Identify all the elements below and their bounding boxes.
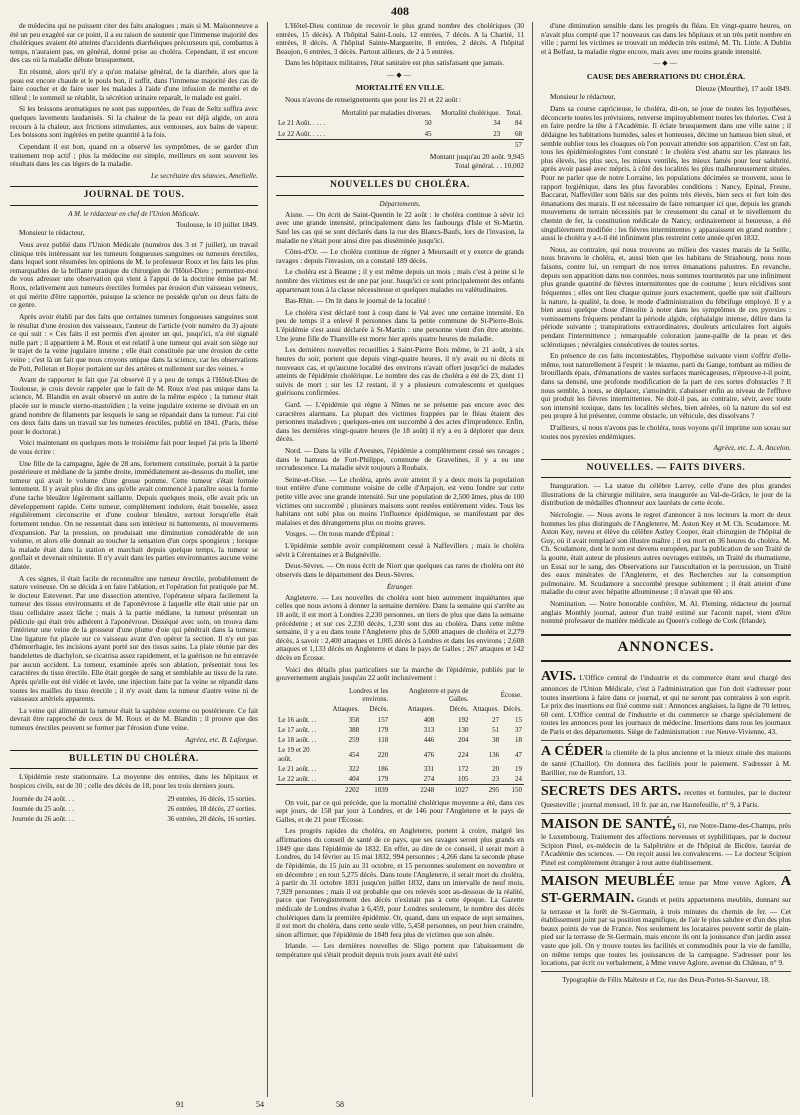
printer-footer: Typographie de Félix Malteste et Ce, rue des Deux-Portes-St-Sauveur, 18.: [562, 975, 770, 984]
paragraph: Côtes-d'Or. — Le choléra continue de régner à Meursault et y exerce de grands ravages : depuis l'invasion, on a constaté 189 décès.: [276, 247, 524, 265]
paragraph: La veine qui alimentait la tumeur était la saphène externe ou postérieure. Ce fait devrait être rapproché de ceux de M. Roux et de M. Blandin ; il prouve que des tumeurs érectiles peuvent se former par l'érosion d'une veine.: [10, 705, 258, 732]
salutation: A M. le rédacteur en chef de l'Union Médicale.: [68, 209, 200, 218]
paragraph: d'une diminution sensible dans les progrès du fléau. En vingt-quatre heures, on n'avait plus compté que 17 nouveaux cas dans les hôpitaux et un très petit nombre en ville ; parmi les victimes se trouvait un médecin très estimé, M. Th. Little. A Dublin et à Belfast, la maladie règne encore, mais avec une moins grande intensité.: [541, 22, 791, 56]
advertisements-heading: ANNONCES.: [541, 634, 791, 662]
column-3: [541, 22, 791, 1110]
paragraph: Les progrès rapides du choléra, en Angleterre, portent à croire, malgré les affirmations du conseil de santé de ce pays, que ses ravages seront plus grands en 1849 que dans l'épidémie de 1832. En effet, au dire de ce conseil, il serait mort à Londres, du 14 février au 15 mai 1832, 994 personnes ; 4,266 dans la seconde phase de l'épidémie, du 15 juin au 31 octobre, et 15 personnes seulement en novembre et en décembre ; en tout 5,275 décès. Dans toute l'Angleterre, il serait mort du choléra, à partir du 31 octobre 1831 jusqu'en juillet 1832, dans un intervalle de neuf mois, 7,929 personnes ; mais il est probable que ces relevés sont au-dessous de la réalité, parce que l'enregistrement des décès n'existait pas à cette époque. La Gazette médicale de Londres évalue à 6,459, pour Londres seulement, le nombre des décès cholériques dans la première épidémie. Or, quand, dans un espace de sept semaines, il est mort du choléra, dans cette seule ville, 5,458 personnes, on peut bien craindre, sinon affirmer, que l'épidémie de 1849 fera plus de victimes que son aînée.: [276, 826, 524, 939]
paragraph: Si les boissons aromatiques ne sont pas supportées, de l'eau de Seltz suffira avec quelques lavements laudanisés. Si la chaleur de la peau est déjà algide, on aura recours à la chaleur, aux frictions stimulantes, aux ventouses, aux bains de vapeur. Les boissons sont ingérées en petite quantité à la fois.: [10, 104, 258, 140]
section-heading: CAUSE DES ABERRATIONS DU CHOLÉRA.: [586, 71, 746, 81]
page-number: 408: [391, 4, 409, 18]
table-row: Le 17 août. . . 388 179 313 130 51 37: [278, 725, 522, 734]
paragraph: Une fille de la campagne, âgée de 28 ans, fortement constituée, portait à la partie postérieure et médiane de la jambe droite, immédiatement au-dessous du mollet, une tumeur qui avait le volume d'une grosse pomme. Cette tumeur s'était formée lentement. Il y avait plus de dix ans qu'elle avait commencé à paraître sous la forme d'une tache bleuâtre légèrement saillante. Depuis quelques mois, elle avait pris un développement rapide. Cette tumeur, complètement indolore, était bosselée, assez régulièrement circonscrite et d'une couleur bleuâtre, surtout lorsqu'elle était fortement tendue. On ne ressentait dans son intérieur ni battements, ni mouvements d'expansion. Par la pression, on produisait une diminution considérable de son volume, et alors elle donnait au toucher la sensation d'un corps spongieux ; lorsque la malade était dans la station et marchait depuis quelque temps, la tumeur se gonflait et devenait rénitente. Il n'y avait dans les parties environnantes aucune veine dilatée.: [10, 458, 258, 571]
paragraph: Bas-Rhin. — On lit dans le journal de la localité :: [285, 296, 430, 306]
ad-title: AVIS.: [541, 668, 577, 684]
paragraph: Irlande. — Les dernières nouvelles de Sligo portent que l'abaissement de température qui s'était produit depuis trois jours avait été suivi: [276, 941, 524, 959]
ad-text: L'Office central de l'industrie et du commerce étant seul chargé des annonces de l'Union Médicale, c'est à l'administration que l'on doit s'adresser pour toutes insertions à faire dans ce journal, et qui ne seront pas contraires à son esprit. Le prix des insertions est fixé comme suit : Annonces anglaises, la ligne de 70 lettres, 60 cent. L'Office central de l'industrie et du commerce se charge spécialement de toutes les annonces pour les journaux de médecine. Insertions dans tous les journaux de Paris et des départements. Siège de l'administration : rue Neuve-Vivienne, 43.: [541, 672, 791, 737]
table-row: Le 22 août. . . 404 179 274 105 23 24: [278, 775, 522, 784]
paragraph: On voit, par ce qui précède, que la mortalité cholérique moyenne a été, dans ces sept jours, de 158 par jour à Londres, et de 146 pour l'Angleterre et le pays de Galles, et de 21 pour l'Écosse.: [276, 797, 524, 824]
paragraph: de médecins qui ne puissent citer des faits analogues ; mais si M. Maisonneuve a été un peu exagéré sur ce point, il a eu raison de soutenir que l'immense majorité des cholériques avaient été atteints d'accidents diarrhéiques précurseurs qui, combattus à temps, n'auraient pas, en général, donné prise au choléra. Cependant, il est encore des cas où la maladie débute brusquement.: [10, 22, 258, 65]
paragraph: L'épidémie reste stationnaire. La moyenne des entrées, dans les hôpitaux et hospices civils, est de 30 ; celle des décès de 18, pour les trois derniers jours.: [10, 772, 258, 790]
column-2: [276, 22, 524, 1110]
paragraph: Vous avez publié dans l'Union Médicale (numéros des 3 et 7 juillet), un travail clinique très intéressant sur les tumeurs fongueuses sanguines ou tumeurs érectiles, dans lequel sont résumées les opinions de M. le professeur Roux et les faits les plus remarquables de la brillante pratique du chirurgien de l'Hôtel-Dieu ; permettez-moi de vous adresser une observation qui vient à l'appui de la doctrine émise par M. Roux, relativement aux tumeurs érectiles formées par érosion d'un vaisseau veineux, et qui mérite d'être rapportée, puisque la science ne possède qu'un ou deux faits de ce genre.: [10, 240, 258, 310]
column-divider: [267, 22, 268, 1097]
ad-subtitle: tenue par Mme veuve Aglore,: [679, 878, 777, 888]
ad-text: recettes et formules, par le docteur Quesneville ; journal mensuel, 10 fr. par an, rue Hautefeuille, n° 9, à Paris.: [541, 788, 791, 809]
subheading: Départements.: [379, 199, 421, 208]
paragraph: Nous n'avons de renseignements que pour les 21 et 22 août :: [285, 95, 462, 105]
paragraph: Inauguration. — La statue du célèbre Larrey, celle d'une des plus grandes illustrations de la chirurgie militaire, sera inaugurée au Val-de-Grâce, le jour de la distribution de médailles d'honneur aux lauréats de cette école.: [541, 481, 791, 508]
column-divider: [532, 22, 533, 1097]
subheading: Étranger.: [386, 582, 414, 591]
paragraph: Les dernières nouvelles recueillies à Saint-Pierre Bois même, le 21 août, à six heures du soir, portent que depuis vingt-quatre heures, il n'y avait eu ni décès ni nouveaux cas, et qu'aucune localité des environs n'avait offert jusqu'ici de malades atteints de l'épidémie cholérique. Le nombre des cas de choléra a été de 23, dont 11 suivis de mort ; sur les 12 restant, il y a plusieurs convalescents et quelques guérisons confirmées.: [276, 345, 524, 398]
advertisement: [541, 814, 791, 872]
ornament-divider: —◆—: [387, 71, 413, 80]
ad-text: 61, rue Notre-Dame-des-Champs, près le Luxembourg. Traitement des affections nerveuses et syphilitiques, par le docteur Scipion Pinel, ex-médecin de la Salpêtrière et de l'hôpital de Bicêtre, lauréat de l'Académie des sciences. — On reçoit aussi les convalescens. — Le docteur Scipion Pinel est complètement étranger à tout autre établissement.: [541, 820, 791, 867]
paragraph: Angleterre. — Les nouvelles du choléra sont bien autrement inquiétantes que celles que nous avions à donner la semaine dernière. Dans la semaine qui s'arrête au 18 août, il est mort à Londres 2,230 personnes, un tiers de plus que dans la semaine précédente ; et sur ces 2,230 décès, 1,230 sont dus au choléra. Dans cette même semaine, il y a eu dans toute l'Angleterre plus de 5,000 attaques de choléra et 2,279 décès, à savoir : 2,400 attaques et 1,005 décès à Londres et dans les environs ; 2,608 attaques et 1,133 décès en Angleterre et dans le pays de Galles ; 267 attaques et 142 décès en Écosse.: [276, 592, 524, 663]
paragraph: Cependant il est bon, quand on a observé les symptômes, de se garder d'un traitement trop actif ; plus la médecine est simple, meilleurs en sont souvent les résultats dans les cas légers de la maladie.: [10, 141, 258, 169]
paragraph: Nous, au contraire, qui nous trouvons au milieu des vastes marais de la Seille, nous bravons le choléra, et, aussi bien que les habitans de Strasbourg, nous nous faisons, contre lui, un rempart de nos terres émanations palustres. En revanche, depuis son apparition dans nos contrées, nous sommes tourmentés par une infiniment plus grande quantité de fièvres intermittentes que de coutume ; leurs récidives sont fréquentes ; elles ont lieu chaque quinze jours exactement, quelle que soit d'ailleurs la nature, la qualité, la dose, le mode d'administration du fébrifuge employé. Il y a bien aussi quelque chose d'insolite à noter dans les symptômes de ces pyrexies : vomissemens fréquens pendant la période algide, céphalalgie intense, délire dans la période suivante ; transpirations extraordinaires, douleurs articulaires fort aiguës pendant l'intermittence ; remarquable coloration jaune-paille de la peau et des sclérotiques ; névralgies consécutives de toutes sortes.: [541, 244, 791, 349]
table-group-header: Londres et les environs. Angleterre et pays de Galles. Écosse.: [349, 686, 522, 704]
table-row: Le 21 Août. . . . . 50 34 84: [278, 119, 522, 128]
table-row: Le 21 août. . . 322 186 331 172 20 19: [278, 764, 522, 773]
ad-text: la clientèle de la plus ancienne et la mieux située des maisons de santé (Chaillot). On donnera des facilités pour le paiement. S'adresser à M. Barillier, rue de Rumfort, 13.: [541, 747, 791, 777]
signature: Agréez, etc. L. A. Ancelon.: [713, 443, 791, 453]
paragraph: Nord. — Dans la ville d'Avesnes, l'épidémie a complètement cessé ses ravages ; dans le hameau de Fort-Philippe, commune de Gravelines, il y a eu une recrudescence. La maladie sévit toujours à Roubaix.: [276, 446, 524, 473]
advertisement: [541, 871, 791, 971]
ad-title: A CÉDER: [541, 743, 604, 759]
mortality-table: [276, 108, 524, 150]
paragraph: L'épidémie semble avoir complètement cessé à Naffevillers ; mais le choléra sévit à Cérentaines et à Bulgnéville.: [276, 541, 524, 559]
greeting: Monsieur le rédacteur,: [19, 228, 85, 238]
dateline: Dieuze (Meurthe), 17 août 1849.: [695, 83, 791, 93]
table-row: Journée du 25 août. . . 26 entrées, 18 décès, 27 sorties.: [12, 804, 256, 813]
paragraph: L'Hôtel-Dieu continue de recevoir le plus grand nombre des cholériques (30 entrées, 15 décès). A l'hôpital Saint-Louis, 12 entrées, 7 décès. A la Charité, 11 entrées, 8 décès. A l'hôpital Sainte-Marguerite, 8 entrées, 2 décès. A l'hôpital Beaujon, 6 entrées, 3 décès. Partout ailleurs, de 2 à 5 entrées.: [276, 22, 524, 56]
column-1: [10, 22, 258, 1110]
section-heading: JOURNAL DE TOUS.: [10, 186, 258, 205]
ad-title: MAISON DE SANTÉ,: [541, 816, 676, 832]
advertisement: [541, 781, 791, 813]
paragraph: Deux-Sèvres. — On nous écrit de Niort que quelques cas rares de choléra ont été observés dans le département des Deux-Sèvres.: [276, 561, 524, 579]
paragraph: Gard. — L'épidémie qui règne à Nîmes ne se présente pas encore avec des caractères alarmans. La plupart des victimes frappées par le fléau étaient des personnes maladives ; quelques-unes ont succombé à des actes d'imprudence. Enfin, dans les dernières vingt-quatre heures (le 18 août) il n'y a eu à déplorer que deux décès.: [276, 399, 524, 444]
grand-total: Total général. . . 10,002: [454, 160, 524, 170]
paragraph: Aisne. — On écrit de Saint-Quentin le 22 août : le choléra continue à sévir ici avec une grande intensité, principalement dans les faubourgs d'Isle et St-Martin. Sauf les cas qui se sont déclarés dans la rue des Blancs-Baufs, lors de l'invasion, la maladie ne s'était pour ainsi dire pas disséminée jusqu'ici.: [276, 209, 524, 245]
paragraph: Le choléra s'est déclaré tout à coup dans le Val avec une certaine intensité. En peu de temps il a enlevé 8 personnes dans la petite commune de St-Pierre-Bois. L'épidémie s'est aussi déclarée à St-Martin : une personne vient d'en être atteinte. Une jeune fille de Thanville est morte hier après quatre heures de maladie.: [276, 307, 524, 343]
table-row: Le 16 août. . . 358 157 408 192 27 15: [278, 715, 522, 724]
ad-text: Grands et petits appartemens meublés, donnant sur la terrasse et la forêt de St-Germain, à trois minutes du chemin de fer. — Cet établissement joint par sa position magnifique, de l'air le plus salubre et d'un des plus beaux points de vue de France. Nos seulement les locataires peuvent sortir de plain-pied sur la terrasse de St-Germain, mais encore ils ont la jouissance d'un jardin assez vaste que joli. On y trouve toutes les facilités et commodités pour la vie de famille, on même temps que toutes les jouissances de la campagne. S'adresser pour les locations, par écrit ou verbalement, à Mme veuve Aglore, avenue du Château, n° 9.: [541, 895, 791, 968]
section-heading: NOUVELLES. — FAITS DIVERS.: [541, 459, 791, 478]
signature: Le secrétaire des séances, Amelielle.: [151, 170, 258, 180]
section-heading: MORTALITÉ EN VILLE.: [355, 83, 445, 93]
advertisement: [541, 666, 791, 741]
table-row: Le 18 août. . . 259 118 446 204 38 18: [278, 736, 522, 745]
bulletin-table: [10, 794, 258, 825]
table-totals-row: 2202 1039 2248 1027 295 150: [276, 785, 524, 796]
ad-title: SECRETS DES ARTS.: [541, 784, 682, 800]
paragraph: Vosges. — On nous mande d'Épinal :: [285, 529, 394, 539]
paragraph: Avant de rapporter le fait que j'ai observé il y a peu de temps à l'Hôtel-Dieu de Toulouse, je crois devoir rappeler que le fait de M. Roux n'est pas unique dans la science, M. Blandin en avait observé un autre de la même espèce ; la tumeur était placée sur le muscle sterno-mastoïdien ; la veine jugulaire externe se divisait en un grand nombre de filaments par lesquels le sang se répandait dans la tumeur. J'ai cité ces deux faits dans un travail sur les tumeurs érectiles, publié en 1841. (Paris, thèse pour le doctorat.): [10, 375, 258, 436]
signature: Agréez, etc. B. Laforgue.: [185, 734, 258, 744]
paragraph: Nécrologie. — Nous avons le regret d'annoncer à nos lecteurs la mort de deux hommes les plus distingués de l'Angleterre, M. Aston Key et M. Ch. Scudamore. M. Aston Key, neveu et élève du célèbre Astley Cooper, était chirurgien de l'hôpital de Guy, où il avait remplacé son illustre maître ; il est mort en 36 heures du choléra. M. Ch. Scudamore, dont le nom est devenu européen, par la publication de son Traité de la goutte, était auteur de plusieurs autres ouvrages estimés, un Traité du rhumatisme, un Essai sur le sang, des Observations sur l'auscultation et la percussion, un Traité des eaux minérales de l'Angleterre, et des Recherches sur la consomption pulmonaire. M. Scudamore a succombé presque subitement ; il était atteint d'une maladie du cœur avec hépatite albumineuse ; il n'avait que 60 ans.: [541, 509, 791, 597]
paragraph: En résumé, alors qu'il n'y a qu'un malaise général, de la diarrhée, alors que la peau est encore chaude et le pouls bon, il suffit, dans l'immense majorité des cas de faire coucher et de faire user les malades à l'aide d'une infusion de menthe et de tilleul ; le sommeil se rétablit, la sécrétion urinaire reparaît, le malade est guéri.: [10, 67, 258, 102]
paragraph: A ces signes, il était facile de reconnaître une tumeur érectile, probablement de nature veineuse. On se décida à en faire l'ablation, et l'opération fut pratiquée par M. le docteur Estevenet. Par une dissection attentive, l'opérateur sépara facilement la tumeur des tissus environnants et de l'aponévrose à laquelle elle était unie par un tissu cellulaire assez lâche ; mais à la partie médiane, la tumeur présentait un pédicule qui était très adhérent à l'aponévrose. Disséqué avec soin, on trouva dans l'intérieur une veine de la grosseur d'une plume d'oie qui pénétrait dans la tumeur. Une ligature fut placée sur ce vaisseau avant d'en opérer la section. Il n'y eut pas d'hémorrhagie, les incisions ayant porté sur des tissus sains. La plaie réunie par des bandelettes de diachylon, se cicatrisa assez rapidement, et la guérison ne fut entravée par aucun accident. La tumeur, examinée après son ablation, présentait tous les caractères du tissu érectile. Elle était gorgée de sang et semblable au tissu de la rate. Après qu'elle eut été vidée et lavée, une injection faite par la veine se répandit dans toutes les mailles du tissu érectile ; il n'y avait dans la tumeur d'autre veine ni de vaisseaux artériels apparents.: [10, 573, 258, 704]
paragraph: Dans sa course capricieuse, le choléra, dit-on, se joue de toutes les hypothèses, déconcerte toutes les prévisions, renverse impitoyablement toutes les théories. C'est à en faire perdre la tête à l'Académie. Il éclate brusquement dans une ville saine ; il dédaigne les habitations humides, sales et honteuses, décime un hameau bien situé, et semble oublier tous les cloaques où l'on pouvait attendre son apparition. C'est un fait, tous les épidémiologistes l'ont constaté : le choléra s'est abattu sur les plateaux les plus élevés, les plus secs, les mieux ventilés, les mieux famés pour leur salubrité, après avoir passé avec mépris, à côté des localités les plus malheureusement situées. Pour ne parler que de notre Lorraine, les populations décimées se trouvent, sous le rapport hygiénique, dans les plus favorables conditions : Nancy, Epinal, Fresne, Baccarat, Naffeviller sont bâtis sur des points très élevés, bien secs et fort loin des émanations des marais. Il est nécessaire de faire remarquer ici que, depuis les grands mouvemens de terrain nécessités par le creusement du canal et le nivellement du chemin de fer, la constitution médicale de Nancy, ordinairement si heureuse, a été singulièrement modifiée : les fièvres intermittentes y apparaissent en grand nombre ; aussi le choléra y a-t-il été infiniment plus restreint cette année qu'en 1832.: [541, 104, 791, 243]
paragraph: Dans les hôpitaux militaires, l'état sanitaire est plus satisfaisant que jamais.: [285, 58, 504, 68]
england-cholera-table: [276, 686, 524, 796]
paragraph: Voici des détails plus particuliers sur la marche de l'épidémie, publiés par le gouvernement anglais jusqu'au 22 août inclusivement :: [276, 664, 524, 683]
paragraph: Après avoir établi par des faits que certaines tumeurs fongueuses sanguines sont le résultat d'une érosion des vaisseaux, l'auteur de l'article (voir numéro du 3) ajoute ce qui suit : « Ces faits il est permis d'en ajouter un qui, jusqu'ici, n'a été signalé nulle part ; il appartient à M. Roux et est relatif à une tumeur qui avait son siège sur le trajet de la veine jugulaire interne ; elle était constituée par une érosion de cette veine ; c'est là un fait que nous croyons unique dans la science, car les observations de Pott, Pelletan et Boyer portaient sur des artères et nullement sur des veines. »: [10, 311, 258, 373]
table-row: 57: [276, 139, 524, 150]
section-heading: NOUVELLES DU CHOLÉRA.: [276, 176, 524, 195]
section-heading: BULLETIN DU CHOLÉRA.: [10, 750, 258, 769]
table-row: Journée du 24 août. . . 29 entrées, 16 décès, 15 sorties.: [12, 794, 256, 803]
paragraph: Nomination. — Notre honorable confrère, M. Al. Fleming, rédacteur du journal anglais Monthly journal, auteur d'un traité estimé sur l'aconit napel, vient d'être nommé professeur de matière médicale au Queen's college de Cork (Irlande).: [541, 598, 791, 626]
ornament-divider: —◆—: [653, 59, 679, 68]
paragraph: Seine-et-Oise. — Le choléra, après avoir atteint il y a deux mois la population tout entière d'une commune voisine de celle d'Arpajon, est venu fondre sur cette petite ville avec une grande intensité. Sur une population de 2,500 âmes, plus de 100 victimes ont succombé ; plusieurs maisons sont restées entièrement vides. Tous les habitans ont subi plus ou moins l'influence épidémique, se manifestant par des malaises et des dérangemens plus ou moins graves.: [276, 474, 524, 527]
running-total: Montant jusqu'au 20 août. 9,945: [429, 152, 524, 162]
ad-title: A ST-GERMAIN.: [541, 874, 791, 906]
table-header: Attaques. Décès. Attaques. Décès. Attaques. Décès.: [332, 705, 522, 714]
bulletin-totals: 91 54 58: [176, 1100, 344, 1109]
advertisement: [541, 741, 791, 782]
paragraph: En présence de ces faits incontestables, l'hypothèse suivante vient s'offrir d'elle-même, tout naturellement à l'esprit : le miasme, parti du Gange, tombant au milieu de brouillards épais, d'émanations de vastes surfaces marécageuses, n'éprouve-t-il point, dans sa densité, une profonde modification de la part de ces sortes d'obstacles ? Il nous semble, à nous, se déplacer, s'amoindrir, s'abaisser enfin au niveau de l'effluve qui produit les fièvres intermittentes. Ne doit-il pas, au contraire, sévir, avec toute son intensité toxique, dans les localités sèches, bien aérées, où la nature du sol est peu propre à lui présenter, comme obstacle, un véhicule, des dissolvans ?: [541, 351, 791, 421]
table-header: Mortalité par maladies diverses. Mortalité cholérique. Total.: [341, 109, 522, 118]
table-row: Journée du 26 août. . . 36 entrées, 20 décès, 16 sorties.: [12, 815, 256, 824]
dateline: Toulouse, le 10 juillet 1849.: [176, 219, 258, 229]
paragraph: D'ailleurs, si nous n'avons pas le choléra, nous voyons qu'il imprime son sceau sur toutes nos pyrexies endémiques.: [541, 423, 791, 441]
paragraph: Le choléra est à Beaune ; il y est même depuis un mois ; mais c'est à peine si le nombre des victimes est de une par jour. Jusqu'ici ce sont principalement des enfants appartenant tous à la classe nécessiteuse et quelques malades ou valétudinaires.: [276, 267, 524, 294]
table-row: Le 19 et 20 août. 454 220 476 224 136 47: [278, 746, 522, 763]
greeting: Monsieur le rédacteur,: [550, 92, 616, 102]
ad-title: MAISON MEUBLÉE: [541, 874, 675, 890]
table-row: Le 22 Août. . . . . 45 23 68: [278, 129, 522, 138]
paragraph: Voici maintenant en quelques mots le troisième fait pour lequel j'ai pris la liberté de vous écrire :: [10, 438, 258, 457]
